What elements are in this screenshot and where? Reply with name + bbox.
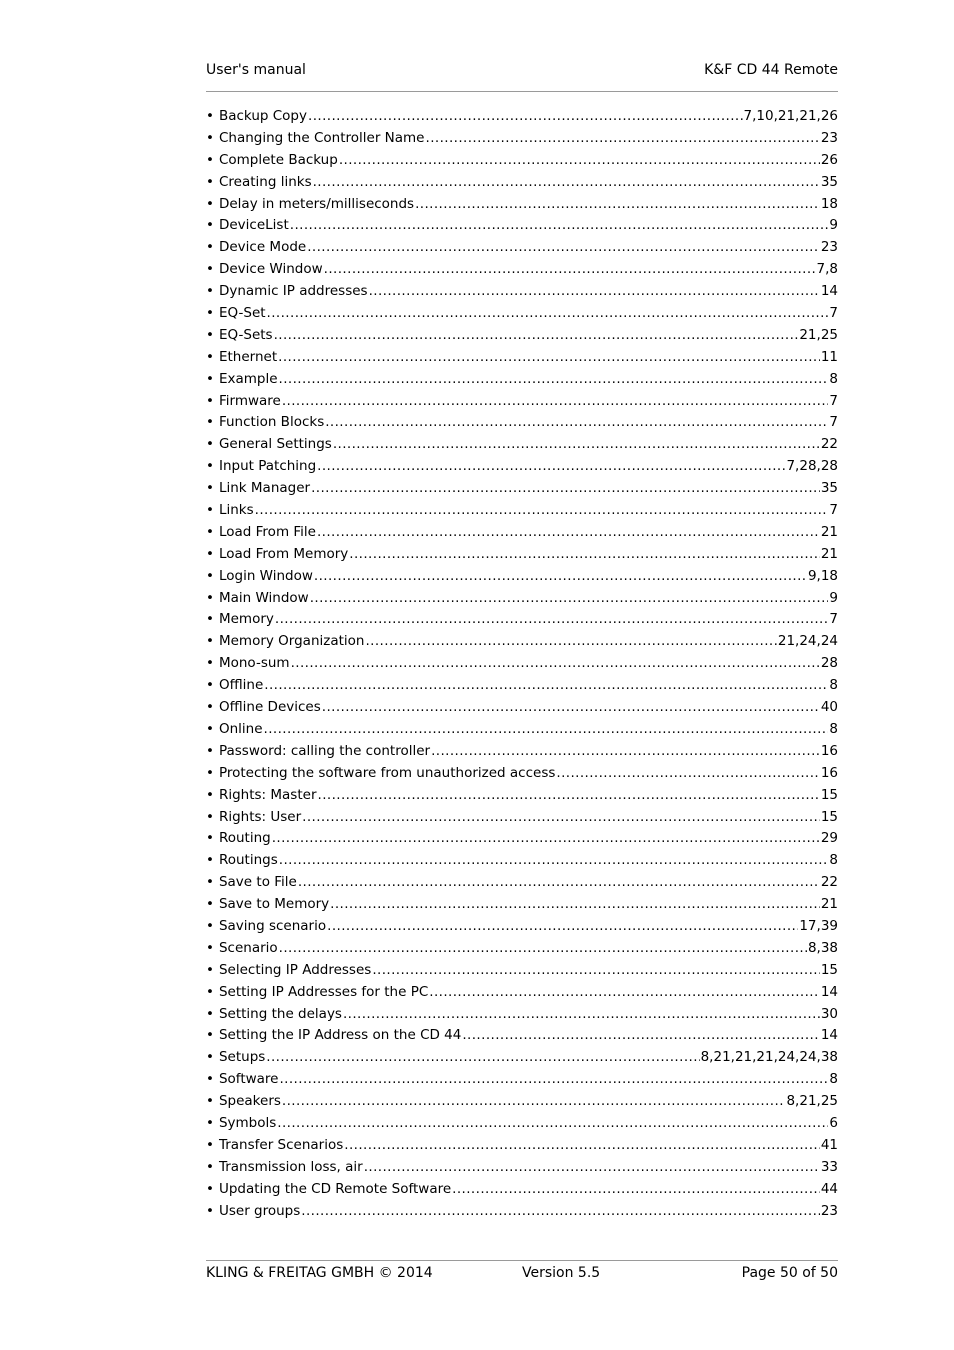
bullet-icon: • (206, 611, 214, 628)
dot-leader (279, 1069, 828, 1091)
bullet-icon: • (206, 1049, 214, 1066)
index-term: Mono-sum (218, 655, 290, 672)
dot-leader (307, 237, 820, 259)
index-page-numbers: 7,28,28 (786, 458, 838, 475)
dot-leader (372, 960, 820, 982)
bullet-icon: • (206, 764, 214, 781)
dot-leader (272, 828, 820, 850)
bullet-icon: • (206, 1158, 214, 1175)
index-term: User groups (218, 1202, 301, 1219)
dot-leader (324, 259, 816, 281)
bullet-icon: • (206, 633, 214, 650)
dot-leader (290, 215, 829, 237)
dot-leader (327, 916, 798, 938)
bullet-icon: • (206, 1093, 214, 1110)
index-page-numbers: 40 (820, 699, 838, 716)
bullet-icon: • (206, 217, 214, 234)
index-entry (206, 1025, 838, 1047)
bullet-icon: • (206, 173, 214, 190)
bullet-icon: • (206, 108, 214, 124)
index-page-numbers: 21 (820, 896, 838, 913)
index-term: Function Blocks (218, 414, 325, 431)
index-entry (206, 982, 838, 1004)
index-term: Software (218, 1071, 279, 1088)
index-page-numbers: 23 (820, 1202, 838, 1219)
index-page-numbers: 8 (829, 370, 838, 387)
dot-leader (322, 697, 820, 719)
bullet-icon: • (206, 326, 214, 343)
index-term: Routings (218, 852, 278, 869)
index-page-numbers: 14 (820, 983, 838, 1000)
index-entry (206, 194, 838, 216)
dot-leader (279, 850, 829, 872)
index-term: Speakers (218, 1093, 281, 1110)
index-page-numbers: 9 (829, 217, 838, 234)
index-entry (206, 1135, 838, 1157)
index-entry (206, 763, 838, 785)
index-term: Delay in meters/milliseconds (218, 195, 415, 212)
index-page-numbers: 35 (820, 480, 838, 497)
dot-leader (556, 763, 819, 785)
dot-leader (333, 434, 820, 456)
bullet-icon: • (206, 808, 214, 825)
dot-leader (278, 347, 820, 369)
bullet-icon: • (206, 523, 214, 540)
index-entry (206, 828, 838, 850)
index-entry (206, 588, 838, 610)
bullet-icon: • (206, 1027, 214, 1044)
index-page-numbers: 7,8 (816, 261, 838, 278)
index-entry (206, 259, 838, 281)
dot-leader (282, 391, 829, 413)
index-page-numbers: 7 (829, 611, 838, 628)
bullet-icon: • (206, 1114, 214, 1131)
dot-leader (311, 478, 820, 500)
bullet-icon: • (206, 655, 214, 672)
index-term: Complete Backup (218, 151, 338, 168)
footer-divider (206, 1260, 838, 1261)
bullet-icon: • (206, 699, 214, 716)
bullet-icon: • (206, 436, 214, 453)
index-entry (206, 653, 838, 675)
dot-leader (274, 325, 799, 347)
dot-leader (282, 1091, 786, 1113)
index-entry (206, 456, 838, 478)
dot-leader (325, 412, 828, 434)
index-term: Memory (218, 611, 274, 628)
dot-leader (266, 1047, 699, 1069)
index-entry (206, 872, 838, 894)
index-term: Rights: Master (218, 786, 317, 803)
dot-leader (291, 653, 820, 675)
index-page-numbers: 8,21,25 (786, 1093, 838, 1110)
index-entry (206, 1179, 838, 1201)
bullet-icon: • (206, 1005, 214, 1022)
index-entry (206, 1069, 838, 1091)
index-page-numbers: 7 (829, 502, 838, 519)
index-page-numbers: 16 (820, 742, 838, 759)
index-page-numbers: 23 (820, 239, 838, 256)
dot-leader (310, 588, 829, 610)
index-term: Saving scenario (218, 917, 327, 934)
index-page-numbers: 8 (829, 1071, 838, 1088)
dot-leader (344, 1135, 820, 1157)
bullet-icon: • (206, 1202, 214, 1219)
bullet-icon: • (206, 917, 214, 934)
index-page-numbers: 11 (820, 348, 838, 365)
index-term: Symbols (218, 1114, 277, 1131)
dot-leader (264, 675, 828, 697)
index-entry (206, 1201, 838, 1223)
dot-leader (302, 807, 820, 829)
index-entry (206, 566, 838, 588)
index-term: Firmware (218, 392, 281, 409)
index-term: Ethernet (218, 348, 278, 365)
index-entry (206, 1047, 838, 1069)
dot-leader (275, 609, 829, 631)
index-page-numbers: 21,25 (799, 326, 838, 343)
index-entry (206, 631, 838, 653)
bullet-icon: • (206, 195, 214, 212)
bullet-icon: • (206, 1136, 214, 1153)
index-term: Input Patching (218, 458, 317, 475)
index-term: Transmission loss, air (218, 1158, 363, 1175)
index-entry (206, 938, 838, 960)
index-term: Main Window (218, 589, 309, 606)
index-entry (206, 215, 838, 237)
dot-leader (301, 1201, 820, 1223)
index-term: EQ-Sets (218, 326, 273, 343)
bullet-icon: • (206, 239, 214, 256)
bullet-icon: • (206, 939, 214, 956)
index-term: Load From File (218, 523, 316, 540)
bullet-icon: • (206, 1071, 214, 1088)
index-page-numbers: 35 (820, 173, 838, 190)
index-page-numbers: 8,38 (807, 939, 838, 956)
footer-company: KLING & FREITAG GMBH © 2014 (206, 1265, 433, 1281)
dot-leader (318, 785, 820, 807)
index-entry (206, 369, 838, 391)
bullet-icon: • (206, 545, 214, 562)
index-term: Setting the IP Address on the CD 44 (218, 1027, 462, 1044)
index-term: Link Manager (218, 480, 311, 497)
index-term: Save to Memory (218, 896, 330, 913)
index-page-numbers: 8 (829, 677, 838, 694)
index-page-numbers: 44 (820, 1180, 838, 1197)
header-manual-title: User's manual (206, 62, 306, 78)
bullet-icon: • (206, 830, 214, 847)
index-term: Device Mode (218, 239, 307, 256)
index-entry (206, 741, 838, 763)
index-page-numbers: 7 (829, 305, 838, 322)
index-entry (206, 281, 838, 303)
bullet-icon: • (206, 370, 214, 387)
index-entry (206, 434, 838, 456)
index-entry (206, 478, 838, 500)
bullet-icon: • (206, 983, 214, 1000)
index-page-numbers: 15 (820, 786, 838, 803)
index-page-numbers: 14 (820, 1027, 838, 1044)
dot-leader (339, 150, 820, 172)
bullet-icon: • (206, 414, 214, 431)
bullet-icon: • (206, 896, 214, 913)
bullet-icon: • (206, 458, 214, 475)
index-page-numbers: 17,39 (799, 917, 838, 934)
bullet-icon: • (206, 151, 214, 168)
index-term: Password: calling the controller (218, 742, 431, 759)
bullet-icon: • (206, 480, 214, 497)
bullet-icon: • (206, 1180, 214, 1197)
index-entry (206, 916, 838, 938)
index-term: Setting the delays (218, 1005, 342, 1022)
index-page-numbers: 8,21,21,21,24,24,38 (700, 1049, 838, 1066)
footer-version: Version 5.5 (522, 1265, 601, 1281)
index-page-numbers: 29 (820, 830, 838, 847)
index-page-numbers: 9,18 (807, 567, 838, 584)
index-term: Scenario (218, 939, 278, 956)
dot-leader (277, 1113, 828, 1135)
index-page-numbers: 8 (829, 852, 838, 869)
index-entry (206, 106, 838, 128)
bullet-icon: • (206, 567, 214, 584)
index-entry (206, 850, 838, 872)
index-term: Creating links (218, 173, 312, 190)
dot-leader (279, 369, 829, 391)
index-entry (206, 807, 838, 829)
index-page-numbers: 15 (820, 961, 838, 978)
bullet-icon: • (206, 348, 214, 365)
dot-leader (255, 500, 829, 522)
dot-leader (349, 544, 820, 566)
index-term: EQ-Set (218, 305, 266, 322)
dot-leader (343, 1004, 820, 1026)
index-entry (206, 719, 838, 741)
index-page-numbers: 21 (820, 523, 838, 540)
index-entry (206, 1091, 838, 1113)
index-term: Offline (218, 677, 264, 694)
bullet-icon: • (206, 129, 214, 146)
bullet-icon: • (206, 589, 214, 606)
index-page-numbers: 28 (820, 655, 838, 672)
index-page-numbers: 7 (829, 414, 838, 431)
dot-leader (429, 982, 820, 1004)
index-page-numbers: 7,10,21,21,26 (743, 108, 838, 124)
index-term: Routing (218, 830, 271, 847)
index-page-numbers: 21,24,24 (777, 633, 838, 650)
index-entry (206, 500, 838, 522)
index-entry (206, 1157, 838, 1179)
dot-leader (415, 194, 820, 216)
index-term: Device Window (218, 261, 323, 278)
index-entry (206, 1004, 838, 1026)
index-entry (206, 522, 838, 544)
bullet-icon: • (206, 261, 214, 278)
dot-leader (279, 938, 807, 960)
header-product-name: K&F CD 44 Remote (704, 62, 838, 78)
index-page-numbers: 23 (820, 129, 838, 146)
header-divider (206, 91, 838, 92)
index-entry (206, 391, 838, 413)
index-entry (206, 697, 838, 719)
index-term: Dynamic IP addresses (218, 283, 368, 300)
index-page-numbers: 30 (820, 1005, 838, 1022)
index-term: Load From Memory (218, 545, 349, 562)
index-entry (206, 1113, 838, 1135)
index-term: Online (218, 720, 263, 737)
index-page-numbers: 15 (820, 808, 838, 825)
index-term: Backup Copy (218, 108, 307, 124)
index-page-numbers: 6 (829, 1114, 838, 1131)
bullet-icon: • (206, 677, 214, 694)
index-page-numbers: 14 (820, 283, 838, 300)
index-term: Selecting IP Addresses (218, 961, 372, 978)
footer-page-number: Page 50 of 50 (741, 1265, 838, 1281)
index-entry (206, 347, 838, 369)
index-page-numbers: 22 (820, 874, 838, 891)
dot-leader (426, 128, 820, 150)
bullet-icon: • (206, 786, 214, 803)
index-page-numbers: 21 (820, 545, 838, 562)
dot-leader (317, 522, 820, 544)
index-page-numbers: 41 (820, 1136, 838, 1153)
index-term: Save to File (218, 874, 297, 891)
index-entry (206, 303, 838, 325)
dot-leader (364, 1157, 820, 1179)
index-term: Transfer Scenarios (218, 1136, 344, 1153)
dot-leader (462, 1025, 819, 1047)
bullet-icon: • (206, 502, 214, 519)
index-page-numbers: 26 (820, 151, 838, 168)
index-term: General Settings (218, 436, 332, 453)
index-entry (206, 675, 838, 697)
dot-leader (317, 456, 785, 478)
index-term: Memory Organization (218, 633, 365, 650)
dot-leader (330, 894, 820, 916)
index-term: Setting IP Addresses for the PC (218, 983, 429, 1000)
bullet-icon: • (206, 874, 214, 891)
index-page-numbers: 22 (820, 436, 838, 453)
index-term: Updating the CD Remote Software (218, 1180, 452, 1197)
index-term: Offline Devices (218, 699, 321, 716)
index-entry (206, 128, 838, 150)
index-term: DeviceList (218, 217, 289, 234)
bullet-icon: • (206, 852, 214, 869)
dot-leader (308, 106, 743, 128)
index-page-numbers: 18 (820, 195, 838, 212)
index-term: Login Window (218, 567, 313, 584)
dot-leader (431, 741, 820, 763)
index-entry (206, 544, 838, 566)
dot-leader (264, 719, 829, 741)
index-entry (206, 412, 838, 434)
bullet-icon: • (206, 392, 214, 409)
index-page-numbers: 8 (829, 720, 838, 737)
bullet-icon: • (206, 305, 214, 322)
dot-leader (314, 566, 807, 588)
index-term: Setups (218, 1049, 266, 1066)
index-page-numbers: 9 (829, 589, 838, 606)
index-entry (206, 172, 838, 194)
index-entry (206, 150, 838, 172)
index-entry (206, 609, 838, 631)
dot-leader (267, 303, 829, 325)
dot-leader (298, 872, 820, 894)
index-list (206, 106, 838, 1222)
index-term: Protecting the software from unauthorized access (218, 764, 556, 781)
index-term: Links (218, 502, 254, 519)
index-entry (206, 960, 838, 982)
dot-leader (365, 631, 776, 653)
index-page-numbers: 33 (820, 1158, 838, 1175)
bullet-icon: • (206, 720, 214, 737)
index-entry (206, 894, 838, 916)
dot-leader (369, 281, 820, 303)
index-entry (206, 237, 838, 259)
bullet-icon: • (206, 742, 214, 759)
index-page-numbers: 7 (829, 392, 838, 409)
dot-leader (452, 1179, 820, 1201)
bullet-icon: • (206, 283, 214, 300)
index-term: Changing the Controller Name (218, 129, 425, 146)
index-page-numbers: 16 (820, 764, 838, 781)
page-header (206, 60, 838, 80)
index-entry (206, 785, 838, 807)
bullet-icon: • (206, 961, 214, 978)
index-entry (206, 325, 838, 347)
page-footer (206, 1263, 838, 1283)
index-term: Example (218, 370, 278, 387)
index-term: Rights: User (218, 808, 302, 825)
dot-leader (313, 172, 820, 194)
